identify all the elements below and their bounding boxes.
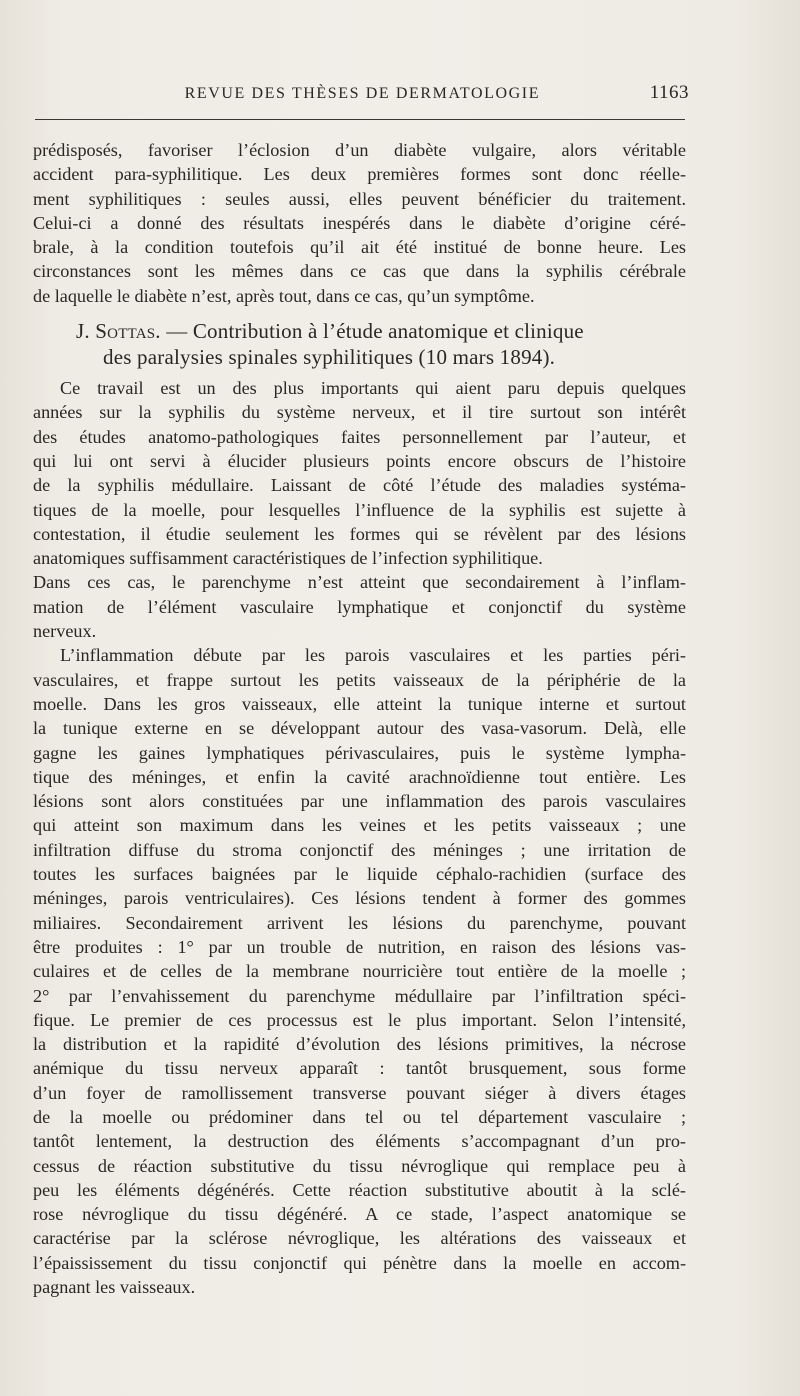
text-line: circonstances sont les mêmes dans ce cas que dans la syphilis cérébrale xyxy=(33,261,686,282)
text-line: lésions sont alors constituées par une inflammation des parois vasculaires xyxy=(33,791,686,812)
text-line: Dans ces cas, le parenchyme n’est atteint que secondairement à l’inflam- xyxy=(33,572,686,593)
text-line: culaires et de celles de la membrane nourricière tout entière de la moelle ; xyxy=(33,961,686,982)
text-line: infiltration diffuse du stroma conjonctif des méninges ; une irritation de xyxy=(33,839,686,860)
text-line: rose névroglique du tissu dégénéré. A ce stade, l’aspect anatomique se xyxy=(33,1204,686,1225)
text-line: d’un foyer de ramollissement transverse pouvant siéger à divers étages xyxy=(33,1082,686,1103)
text-line: brale, à la condition toutefois qu’il ait été institué de bonne heure. Les xyxy=(33,237,686,258)
paragraph-2 xyxy=(33,643,686,1299)
text-line: vasculaires, et frappe surtout les petits vaisseaux de la périphérie de la xyxy=(33,669,686,690)
text-line: la distribution et la rapidité d’évolution des lésions primitives, la nécrose xyxy=(33,1034,686,1055)
text-line: Ce travail est un des plus importants qui aient paru depuis quelques xyxy=(60,378,686,399)
text-line: la tunique externe en se développant autour des vasa-vasorum. Delà, elle xyxy=(33,718,686,739)
text-line: Celui-ci a donné des résultats inespérés dans le diabète d’origine céré- xyxy=(33,212,686,233)
text-line: fique. Le premier de ces processus est le plus important. Selon l’intensité, xyxy=(33,1009,686,1030)
text-line: années sur la syphilis du système nerveux, et il tire surtout son intérêt xyxy=(33,402,686,423)
article-heading xyxy=(33,318,686,370)
author-initial: J. xyxy=(76,319,96,344)
text-line: de la syphilis médullaire. Laissant de côté l’étude des maladies systéma- xyxy=(33,475,686,496)
text-line: pagnant les vaisseaux. xyxy=(33,1277,196,1298)
text-line: tantôt lentement, la destruction des éléments s’accompagnant d’un pro- xyxy=(33,1131,686,1152)
article-title-line-1 xyxy=(33,318,686,344)
text-line: L’inflammation débute par les parois vasculaires et les parties péri- xyxy=(60,645,686,666)
text-line: mation de l’élément vasculaire lymphatique et conjonctif du système xyxy=(33,596,686,617)
text-line: qui atteint son maximum dans les veines et les petits vaisseaux ; une xyxy=(33,815,686,836)
author-name: Sottas xyxy=(95,319,156,344)
text-line: de la moelle ou prédominer dans tel ou tel département vasculaire ; xyxy=(33,1106,686,1127)
page-header xyxy=(35,82,689,110)
text-line: être produites : 1° par un trouble de nutrition, en raison des lésions vas- xyxy=(33,936,686,957)
page-number: 1163 xyxy=(649,82,689,103)
text-line: miliaires. Secondairement arrivent les lésions du parenchyme, pouvant xyxy=(33,912,686,933)
text-line: nerveux. xyxy=(33,621,97,642)
text-line: de laquelle le diabète n’est, après tout, dans ce cas, qu’un symptôme. xyxy=(33,285,535,306)
text-line: prédisposés, favoriser l’éclosion d’un diabète vulgaire, alors véritable xyxy=(33,140,686,160)
text-line: caractérise par la sclérose névroglique, les altérations des vaisseaux et xyxy=(33,1228,686,1249)
text-line: méninges, parois ventriculaires). Ces lésions tendent à former des gommes xyxy=(33,888,686,909)
text-line: gagne les gaines lymphatiques périvasculaires, puis le système lympha- xyxy=(33,742,686,763)
title-part-1: . — Contribution à l’étude anatomique et clinique xyxy=(155,319,584,344)
text-line: ment syphilitiques : seules aussi, elles peuvent bénéficier du traitement. xyxy=(33,188,686,209)
page-body xyxy=(33,138,686,1299)
text-line: anémique du tissu nerveux apparaît : tantôt brusquement, sous forme xyxy=(33,1058,686,1079)
text-line: contestation, il étudie seulement les formes qui se révèlent par des lésions xyxy=(33,523,686,544)
text-line: accident para-syphilitique. Les deux premières formes sont donc réelle- xyxy=(33,164,686,185)
running-title: REVUE DES THÈSES DE DERMATOLOGIE xyxy=(184,85,541,102)
paragraph-1 xyxy=(33,376,686,643)
text-line: anatomiques suffisamment caractéristiques de l’infection syphilitique. xyxy=(33,548,543,569)
text-line: tiques de la moelle, pour lesquelles l’influence de la syphilis est sujette à xyxy=(33,499,686,520)
text-line: tique des méninges, et enfin la cavité arachnoïdienne tout entière. Les xyxy=(33,766,686,787)
text-line: cessus de réaction substitutive du tissu névroglique qui remplace peu à xyxy=(33,1155,686,1176)
text-line: 2° par l’envahissement du parenchyme médullaire par l’infiltration spéci- xyxy=(33,985,686,1006)
text-line: toutes les surfaces baignées par le liquide céphalo-rachidien (surface des xyxy=(33,864,686,885)
continued-paragraph xyxy=(33,138,686,308)
article-title-line-2: des paralysies spinales syphilitiques (10 mars 1894). xyxy=(103,345,556,370)
text-line: qui lui ont servi à élucider plusieurs points encore obscurs de l’histoire xyxy=(33,450,686,471)
header-rule xyxy=(35,119,685,120)
text-line: l’épaississement du tissu conjonctif qui pénètre dans la moelle en accom- xyxy=(33,1252,686,1273)
text-line: peu les éléments dégénérés. Cette réaction substitutive aboutit à la sclé- xyxy=(33,1179,686,1200)
text-line: des études anatomo-pathologiques faites personnellement par l’auteur, et xyxy=(33,426,686,447)
text-line: moelle. Dans les gros vaisseaux, elle atteint la tunique interne et surtout xyxy=(33,693,686,714)
